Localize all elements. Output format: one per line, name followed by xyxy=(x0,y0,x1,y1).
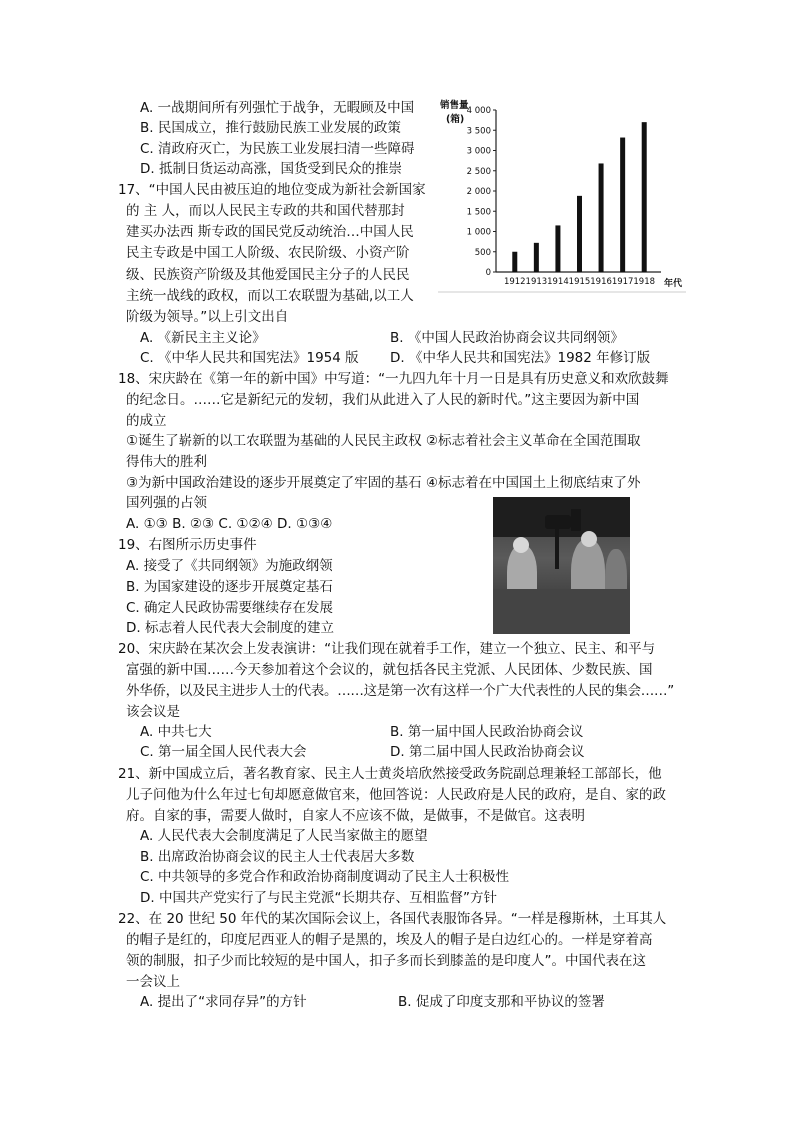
q17-option-d: D. 《中华人民共和国宪法》1982 年修订版 xyxy=(390,350,651,366)
q20-option-a: A. 中共七大 xyxy=(140,724,212,740)
q19-option-a: A. 接受了《共同纲领》为施政纲领 xyxy=(126,558,333,574)
q17-stem-line5: 级、民族资产阶级及其他爱国民主分子的人民民 xyxy=(126,267,410,283)
q17-stem-line1: 17、“中国人民由被压迫的地位变成为新社会新国家 xyxy=(118,182,426,198)
x-tick-label: 1912 xyxy=(503,277,526,287)
q20-option-b: B. 第一届中国人民政治协商会议 xyxy=(390,724,584,740)
q17-option-c: C. 《中华人民共和国宪法》1954 版 xyxy=(140,350,359,366)
bar-1913 xyxy=(534,243,539,272)
q22-option-a: A. 提出了“求同存异”的方针 xyxy=(140,994,307,1010)
q20-option-c: C. 第一届全国人民代表大会 xyxy=(140,744,307,760)
x-axis-label: 年代 xyxy=(664,279,683,289)
q16-option-a: A. 一战期间所有列强忙于战争，无暇顾及中国 xyxy=(140,100,415,116)
q18-stem-line3: 的成立 xyxy=(126,413,167,429)
q21-option-a: A. 人民代表大会制度满足了人民当家做主的愿望 xyxy=(140,828,428,844)
y-tick-label: 2 000 xyxy=(466,187,491,197)
q18-options: A. ①③ B. ②③ C. ①②④ D. ①③④ xyxy=(126,516,333,532)
q22-stem-line1: 22、在 20 世纪 50 年代的某次国际会议上，各国代表服饰各异。“一样是穆斯林，土耳其人 xyxy=(118,911,667,927)
q17-option-a: A. 《新民主主义论》 xyxy=(140,330,266,346)
y-tick-label: 0 xyxy=(485,268,491,278)
q20-stem-line4: 该会议是 xyxy=(126,704,180,720)
x-tick-label: 1915 xyxy=(568,277,591,287)
bar-1917 xyxy=(620,138,625,272)
x-tick-label: 1916 xyxy=(590,277,612,287)
q21-stem-line3: 府。自家的事，需要人做时，自家人不应该不做，是做事，不是做官。这表明 xyxy=(126,808,585,824)
bar-1912 xyxy=(512,252,517,272)
q21-option-b: B. 出席政治协商会议的民主人士代表居大多数 xyxy=(140,849,415,865)
q20-stem-line2: 富强的新中国……今天参加着这个会议的，就包括各民主党派、人民团体、少数民族、国 xyxy=(126,662,653,678)
q17-stem-line6: 主统一战线的政权，而以工农联盟为基础,以工人 xyxy=(126,288,414,304)
y-tick-label: 500 xyxy=(474,247,491,258)
q19-option-b: B. 为国家建设的逐步开展奠定基石 xyxy=(126,579,333,595)
y-tick-label: 1 500 xyxy=(466,207,491,218)
q20-option-d: D. 第二届中国人民政治协商会议 xyxy=(390,744,585,760)
q19-option-c: C. 确定人民政协需要继续存在发展 xyxy=(126,600,334,616)
q22-stem-line4: 一会议上 xyxy=(126,974,180,990)
q18-item-line7: 国列强的占领 xyxy=(126,495,207,511)
q17-stem-line2: 的 主 人，而以人民民主专政的共和国代替那封 xyxy=(126,203,405,219)
q16-option-c: C. 清政府灭亡，为民族工业发展扫清一些障碍 xyxy=(140,141,415,157)
q16-option-d: D. 抵制日货运动高涨，国货受到民众的推崇 xyxy=(140,161,402,177)
x-tick-label: 1913 xyxy=(525,277,548,287)
q18-item-line6: ③为新中国政治建设的逐步开展奠定了牢固的基石 ④标志着在中国国土上彻底结束了外 xyxy=(126,475,641,491)
q21-option-d: D. 中国共产党实行了与民主党派“长期共存、互相监督”方针 xyxy=(140,890,497,906)
historical-photo xyxy=(493,497,630,634)
bar-1914 xyxy=(555,225,560,272)
q20-stem-line1: 20、宋庆龄在某次会上发表演讲：“让我们现在就着手工作，建立一个独立、民主、和平与 xyxy=(118,641,656,657)
q21-stem-line1: 21、新中国成立后，著名教育家、民主人士黄炎培欣然接受政务院副总理兼轻工部部长，他 xyxy=(118,766,662,782)
q20-stem-line3: 外华侨，以及民主进步人士的代表。……这是第一次有这样一个广大代表性的人民的集会……” xyxy=(126,683,674,699)
x-tick-label: 1914 xyxy=(547,277,569,287)
bar-1915 xyxy=(577,196,582,272)
q19-stem: 19、右图所示历史事件 xyxy=(118,537,257,553)
y-axis-label: 销售量 xyxy=(440,100,469,111)
bar-1918 xyxy=(642,122,647,272)
bar-1916 xyxy=(599,163,604,272)
q22-stem-line2: 的帽子是红的，印度尼西亚人的帽子是黑的，埃及人的帽子是白边红心的。一样是穿着高 xyxy=(126,932,653,948)
q21-option-c: C. 中共领导的多党合作和政治协商制度调动了民主人士积极性 xyxy=(140,869,510,885)
q16-option-b: B. 民国成立，推行鼓励民族工业发展的政策 xyxy=(140,120,401,136)
q22-option-b: B. 促成了印度支那和平协议的签署 xyxy=(398,994,605,1010)
q21-stem-line2: 儿子问他为什么年过七旬却愿意做官来，他回答说：人民政府是人民的政府，是自、家的政 xyxy=(126,787,666,803)
q17-option-b: B. 《中国人民政治协商会议共同纲领》 xyxy=(390,330,624,346)
y-tick-label: 2 500 xyxy=(466,166,491,177)
x-tick-label: 1917 xyxy=(611,277,634,287)
y-tick-label: 3 500 xyxy=(466,126,491,137)
q17-stem-line4: 民主专政是中国工人阶级、农民阶级、小资产阶 xyxy=(126,245,410,261)
y-tick-label: 3 000 xyxy=(466,146,491,157)
q18-item-line5: 得伟大的胜利 xyxy=(126,454,207,470)
q18-stem-line1: 18、宋庆龄在《第一年的新中国》中写道：“一九四九年十月一日是具有历史意义和欢欣鼓舞 xyxy=(118,371,669,387)
q18-stem-line2: 的纪念日。……它是新纪元的发轫，我们从此进入了人民的新时代。”这主要因为新中国 xyxy=(126,392,640,408)
q19-option-d: D. 标志着人民代表大会制度的建立 xyxy=(126,620,334,636)
q17-stem-line3: 建买办法西 斯专政的国民党反动统治…中国人民 xyxy=(126,224,414,240)
y-axis-label-unit: (箱) xyxy=(446,114,465,125)
y-tick-label: 1 000 xyxy=(466,227,491,238)
q17-stem-line7: 阶级为领导。”以上引文出自 xyxy=(126,309,289,325)
y-tick-label: 4 000 xyxy=(466,106,491,116)
sales-bar-chart xyxy=(436,96,690,296)
q22-stem-line3: 领的制服，扣子少而比较短的是中国人，扣子多而长到膝盖的是印度人”。中国代表在这 xyxy=(126,953,646,969)
q18-item-line4: ①诞生了崭新的以工农联盟为基础的人民民主政权 ②标志着社会主义革命在全国范围取 xyxy=(126,433,641,449)
x-tick-label: 1918 xyxy=(633,277,656,287)
